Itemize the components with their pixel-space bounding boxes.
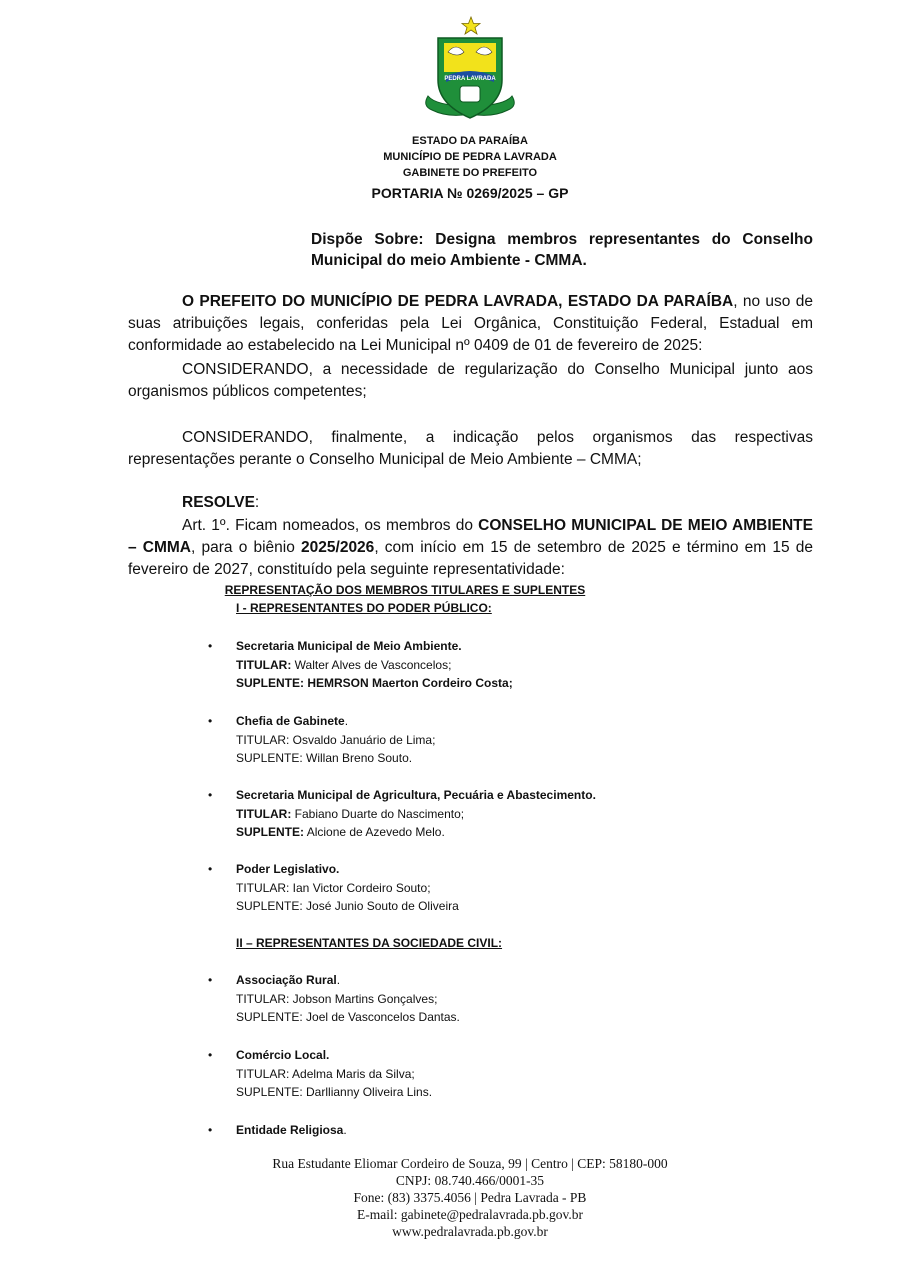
organization-suffix: . [336, 973, 341, 987]
suplente-name: Alcione de Azevedo Melo. [304, 825, 445, 839]
entry-suplente [236, 674, 513, 693]
titular-label: TITULAR: [236, 806, 292, 821]
header-office: GABINETE DO PREFEITO [402, 167, 538, 179]
considerando-1: CONSIDERANDO, a necessidade de regularização do Conselho Municipal junto aos organismos públicos competentes; [128, 361, 813, 400]
bullet-icon: • [208, 1123, 213, 1137]
organization-suffix: . [344, 714, 349, 728]
entry-organization [236, 1121, 347, 1140]
article-text-e: , com início em 15 de setembro de 2025 e término em 15 de fevereiro de 2027, constituído pela seguinte representatividade: [128, 539, 814, 578]
article-biennium: 2025/2026 [301, 539, 375, 556]
header-state: ESTADO DA PARAÍBA [412, 135, 528, 147]
star-icon [462, 17, 480, 34]
entry-suplente: SUPLENTE: Joel de Vasconcelos Dantas. [236, 1010, 460, 1024]
entry-suplente: SUPLENTE: Willan Breno Souto. [236, 751, 413, 765]
article-text-c: , para o biênio [191, 539, 302, 556]
intro-text: , no uso de suas atribuições legais, conferidas pela Lei Orgânica, Constituição Federal, Estadual em conformidade ao estabelecido na Lei Municipal nº 0409 de 01 de fevereiro de 2025: [128, 293, 813, 354]
bullet-icon: • [208, 973, 213, 987]
article-1-paragraph [128, 515, 813, 581]
resolve-label: RESOLVE [182, 494, 255, 511]
entry-titular [236, 805, 596, 824]
intro-paragraph [128, 291, 813, 357]
entry-titular: TITULAR: Ian Victor Cordeiro Souto; [236, 880, 431, 895]
organization-name: Entidade Religiosa [236, 1123, 344, 1137]
intro-authority: O PREFEITO DO MUNICÍPIO DE PEDRA LAVRADA, ESTADO DA PARAÍBA [182, 293, 734, 310]
resolve-colon: : [254, 494, 260, 511]
entry-organization [236, 712, 435, 731]
section-public-power: I - REPRESENTANTES DO PODER PÚBLICO: [236, 601, 492, 615]
organization-suffix: . [343, 1123, 347, 1137]
suplente-label: SUPLENTE: HEMRSON Maerton Cordeiro Costa; [236, 676, 513, 690]
bullet-icon: • [208, 1048, 213, 1062]
footer-cnpj: CNPJ: 08.740.466/0001-35 [395, 1173, 545, 1188]
entry-organization: Secretaria Municipal de Meio Ambiente. [236, 639, 462, 653]
footer-phone: Fone: (83) 3375.4056 | Pedra Lavrada - PB [353, 1190, 587, 1205]
entry-titular: TITULAR: Jobson Martins Gonçalves; [236, 991, 438, 1006]
bullet-icon: • [208, 714, 213, 728]
representation-title: REPRESENTAÇÃO DOS MEMBROS TITULARES E SUPLENTES [224, 583, 586, 597]
subject-paragraph: Dispõe Sobre: Designa membros representantes do Conselho Municipal do meio Ambiente - CMMA. [311, 231, 813, 269]
entry-suplente [236, 823, 596, 842]
entry-organization [236, 971, 460, 990]
footer-email: E-mail: gabinete@pedralavrada.pb.gov.br [357, 1207, 583, 1222]
entry-organization: Comércio Local. [236, 1048, 330, 1062]
organization-name: Associação Rural [236, 973, 337, 987]
organization-name: Chefia de Gabinete [236, 714, 345, 728]
entry-organization: Secretaria Municipal de Agricultura, Pecuária e Abastecimento. [236, 788, 596, 802]
footer-website: www.pedralavrada.pb.gov.br [392, 1224, 548, 1239]
entry-titular [236, 656, 513, 675]
resolve-heading [128, 492, 813, 514]
titular-label: TITULAR: [236, 657, 292, 672]
footer-address: Rua Estudante Eliomar Cordeiro de Souza, 99 | Centro | CEP: 58180-000 [272, 1156, 668, 1171]
article-council-name: CONSELHO MUNICIPAL DE MEIO AMBIENTE – CMMA [128, 517, 813, 556]
entry-suplente: SUPLENTE: José Junio Souto de Oliveira [236, 899, 459, 913]
emblem-label: PEDRA LAVRADA [444, 76, 496, 82]
entry-suplente: SUPLENTE: Darllianny Oliveira Lins. [236, 1085, 433, 1099]
bullet-icon: • [208, 788, 213, 802]
titular-name: Walter Alves de Vasconcelos; [291, 657, 452, 672]
entry-organization: Poder Legislativo. [236, 862, 340, 876]
coat-of-arms-emblem [418, 14, 522, 132]
considerando-2: CONSIDERANDO, finalmente, a indicação pelos organismos das respectivas representações perante o Conselho Municipal de Meio Ambiente – CMMA; [128, 429, 813, 468]
entry-titular: TITULAR: Adelma Maris da Silva; [236, 1066, 415, 1081]
portaria-number: PORTARIA № 0269/2025 – GP [371, 185, 569, 201]
section-civil-society: II – REPRESENTANTES DA SOCIEDADE CIVIL: [236, 936, 503, 950]
header-municipality: MUNICÍPIO DE PEDRA LAVRADA [383, 151, 557, 163]
bullet-icon: • [208, 862, 213, 876]
suplente-label: SUPLENTE: [236, 825, 305, 839]
bullet-icon: • [208, 639, 213, 653]
article-text-a: Art. 1º. Ficam nomeados, os membros do [182, 517, 479, 534]
entry-titular: TITULAR: Osvaldo Januário de Lima; [236, 732, 436, 747]
titular-name: Fabiano Duarte do Nascimento; [291, 806, 465, 821]
page-footer [0, 1155, 900, 1240]
